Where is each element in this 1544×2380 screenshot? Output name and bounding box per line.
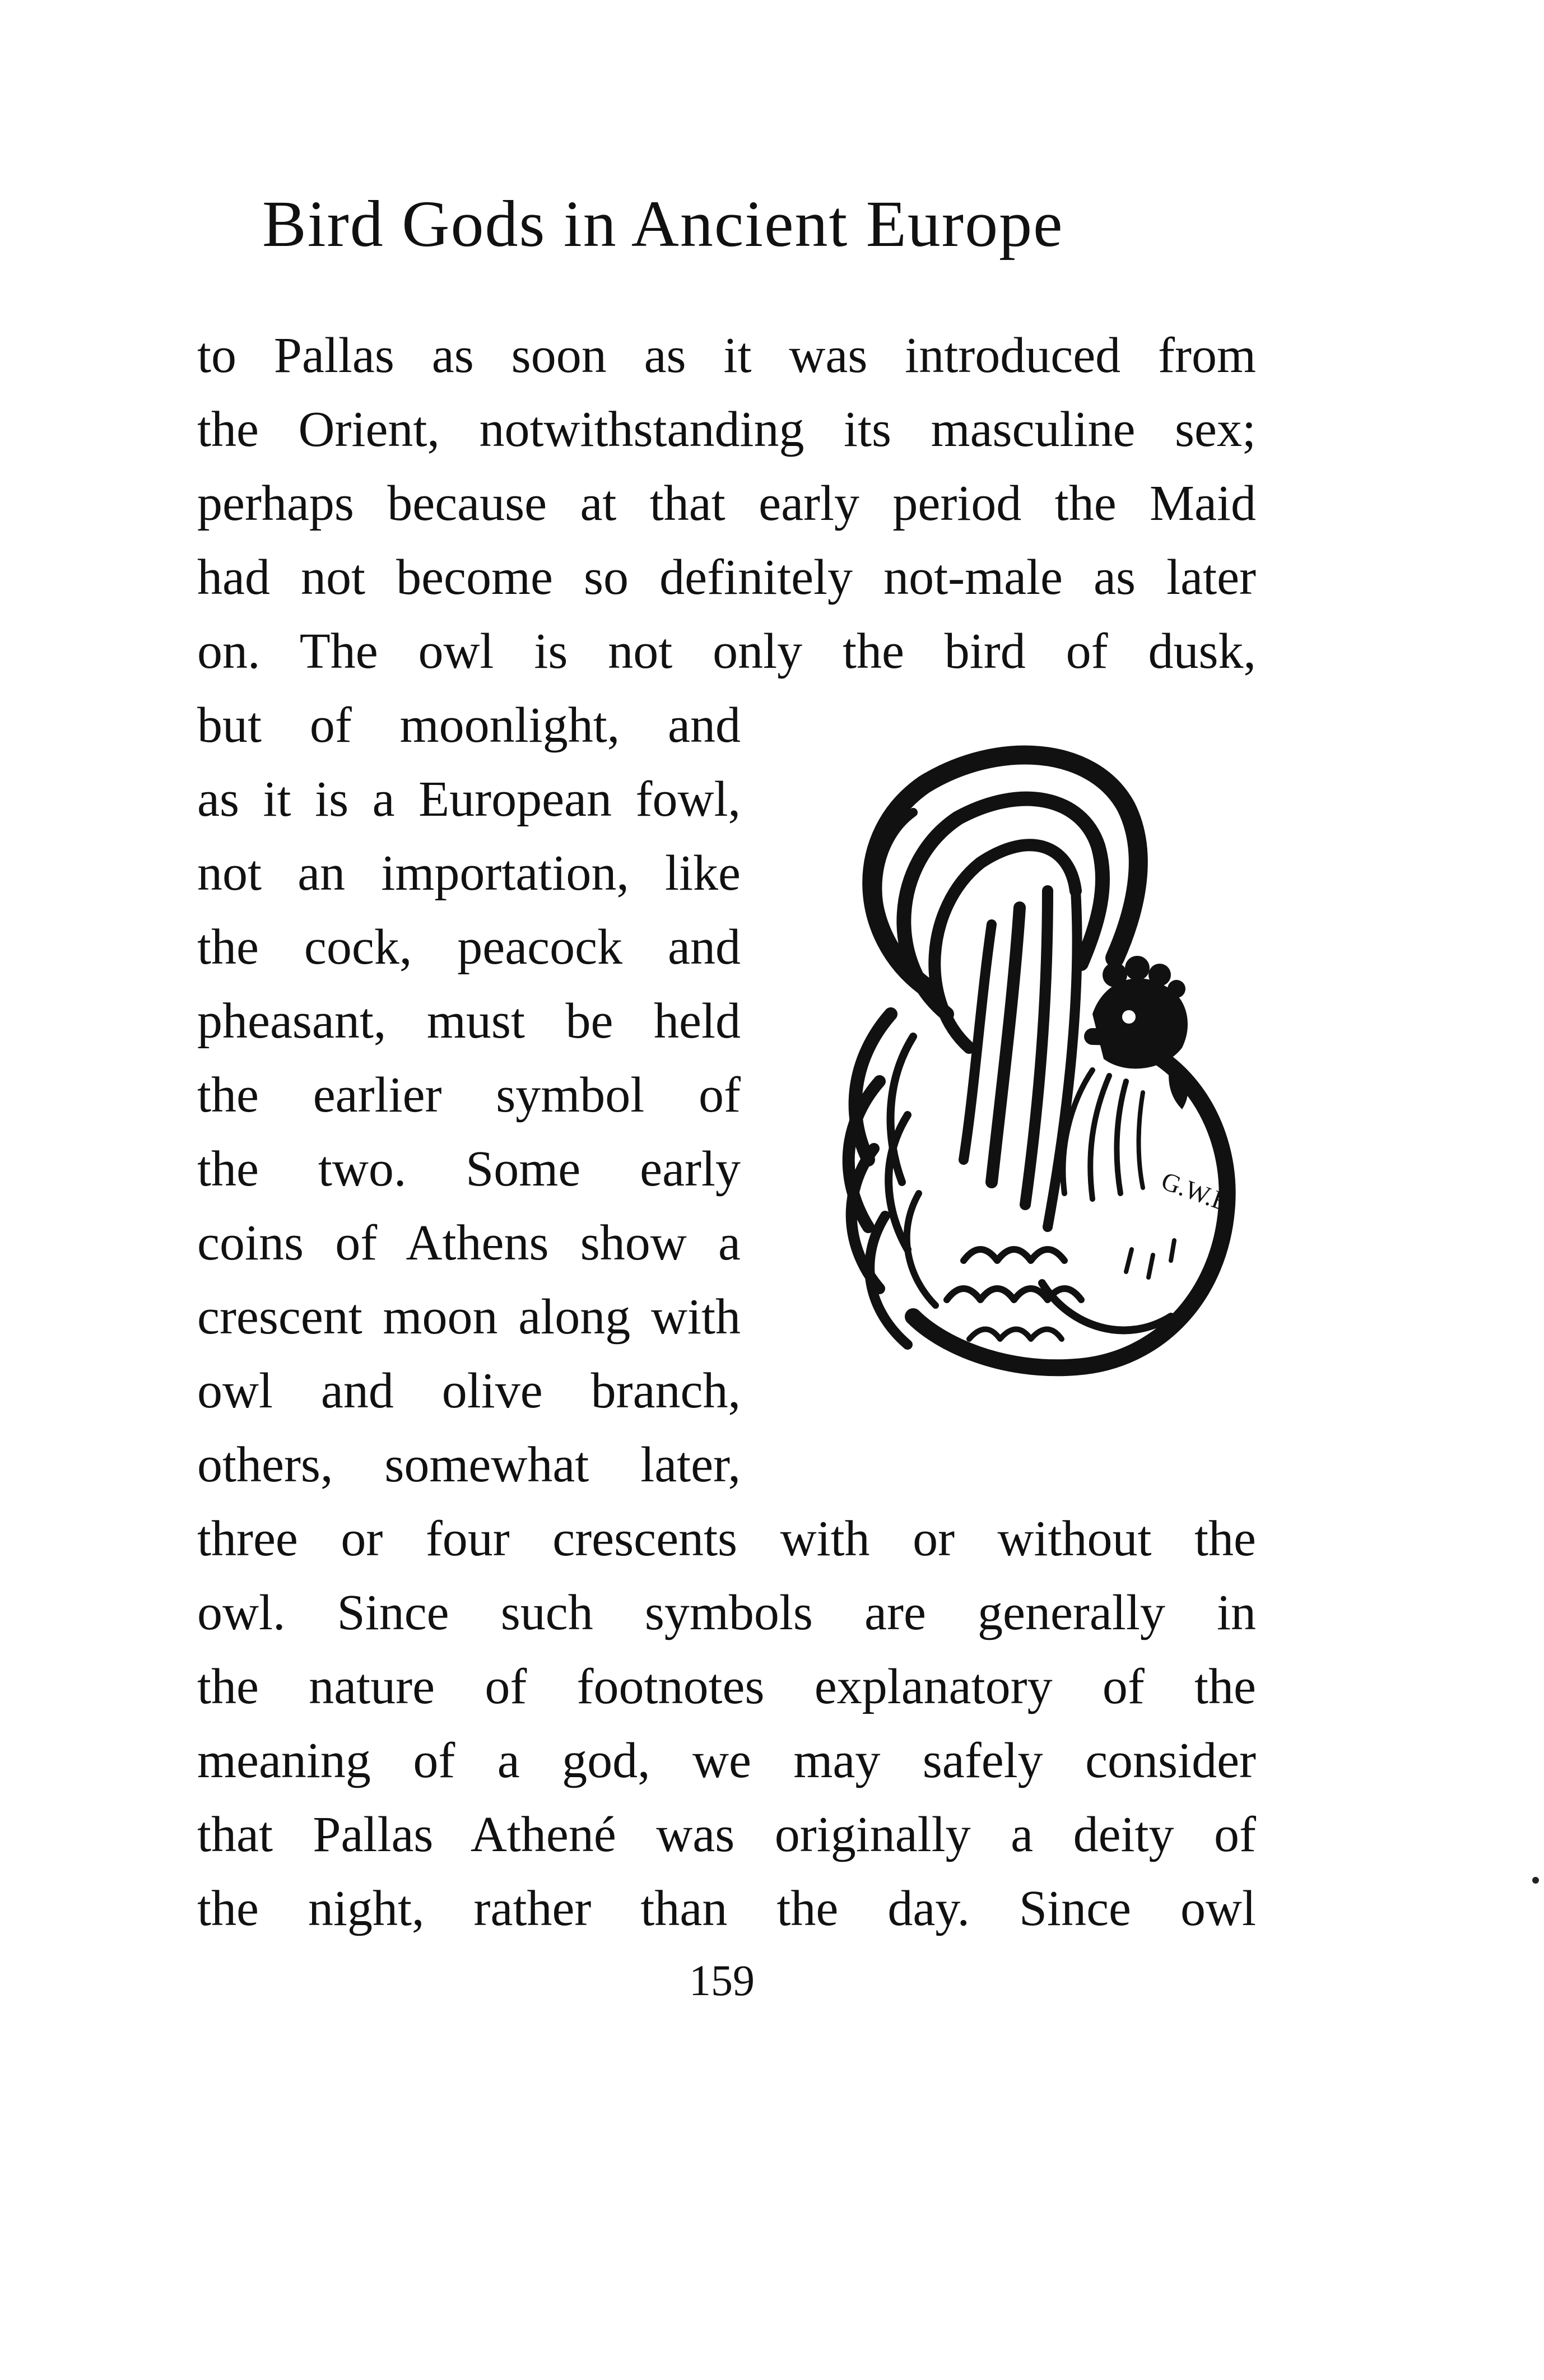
body-line-15: owl and olive branch, <box>197 1363 741 1419</box>
body-line-21: that Pallas Athené was originally a deity of <box>197 1807 1256 1862</box>
body-line-20: meaning of a god, we may safely consider <box>197 1733 1256 1788</box>
body-line-22: the night, rather than the day. Since owl <box>197 1881 1256 1936</box>
rooster-woodcut-icon <box>779 723 1272 1462</box>
body-line-13: coins of Athens show a <box>197 1215 741 1271</box>
body-line-12: the two. Some early <box>197 1141 741 1197</box>
body-line-8: not an importation, like <box>197 845 741 901</box>
body-line-1: to Pallas as soon as it was introduced from <box>197 328 1256 383</box>
body-line-16: others, somewhat later, <box>197 1437 741 1493</box>
illustration-monogram: G.W.E <box>1157 1166 1233 1217</box>
body-line-2: the Orient, notwithstanding its masculine sex; <box>197 402 1256 457</box>
body-line-6: but of moonlight, and <box>197 698 741 753</box>
body-line-9: the cock, peacock and <box>197 919 741 975</box>
body-line-18: owl. Since such symbols are generally in <box>197 1585 1256 1640</box>
body-line-10: pheasant, must be held <box>197 993 741 1049</box>
body-line-19: the nature of footnotes explanatory of the <box>197 1659 1256 1714</box>
body-line-7: as it is a European fowl, <box>197 771 741 827</box>
body-line-14: crescent moon along with <box>197 1289 741 1345</box>
running-head: Bird Gods in Ancient Europe <box>262 187 1064 261</box>
page-number: 159 <box>689 1956 755 2005</box>
body-line-4: had not become so definitely not-male as later <box>197 550 1256 605</box>
page-speck <box>1532 1877 1539 1884</box>
body-line-5: on. The owl is not only the bird of dusk, <box>197 624 1256 679</box>
body-line-3: perhaps because at that early period the Maid <box>197 476 1256 531</box>
body-line-17: three or four crescents with or without the <box>197 1511 1256 1566</box>
body-line-11: the earlier symbol of <box>197 1067 741 1123</box>
